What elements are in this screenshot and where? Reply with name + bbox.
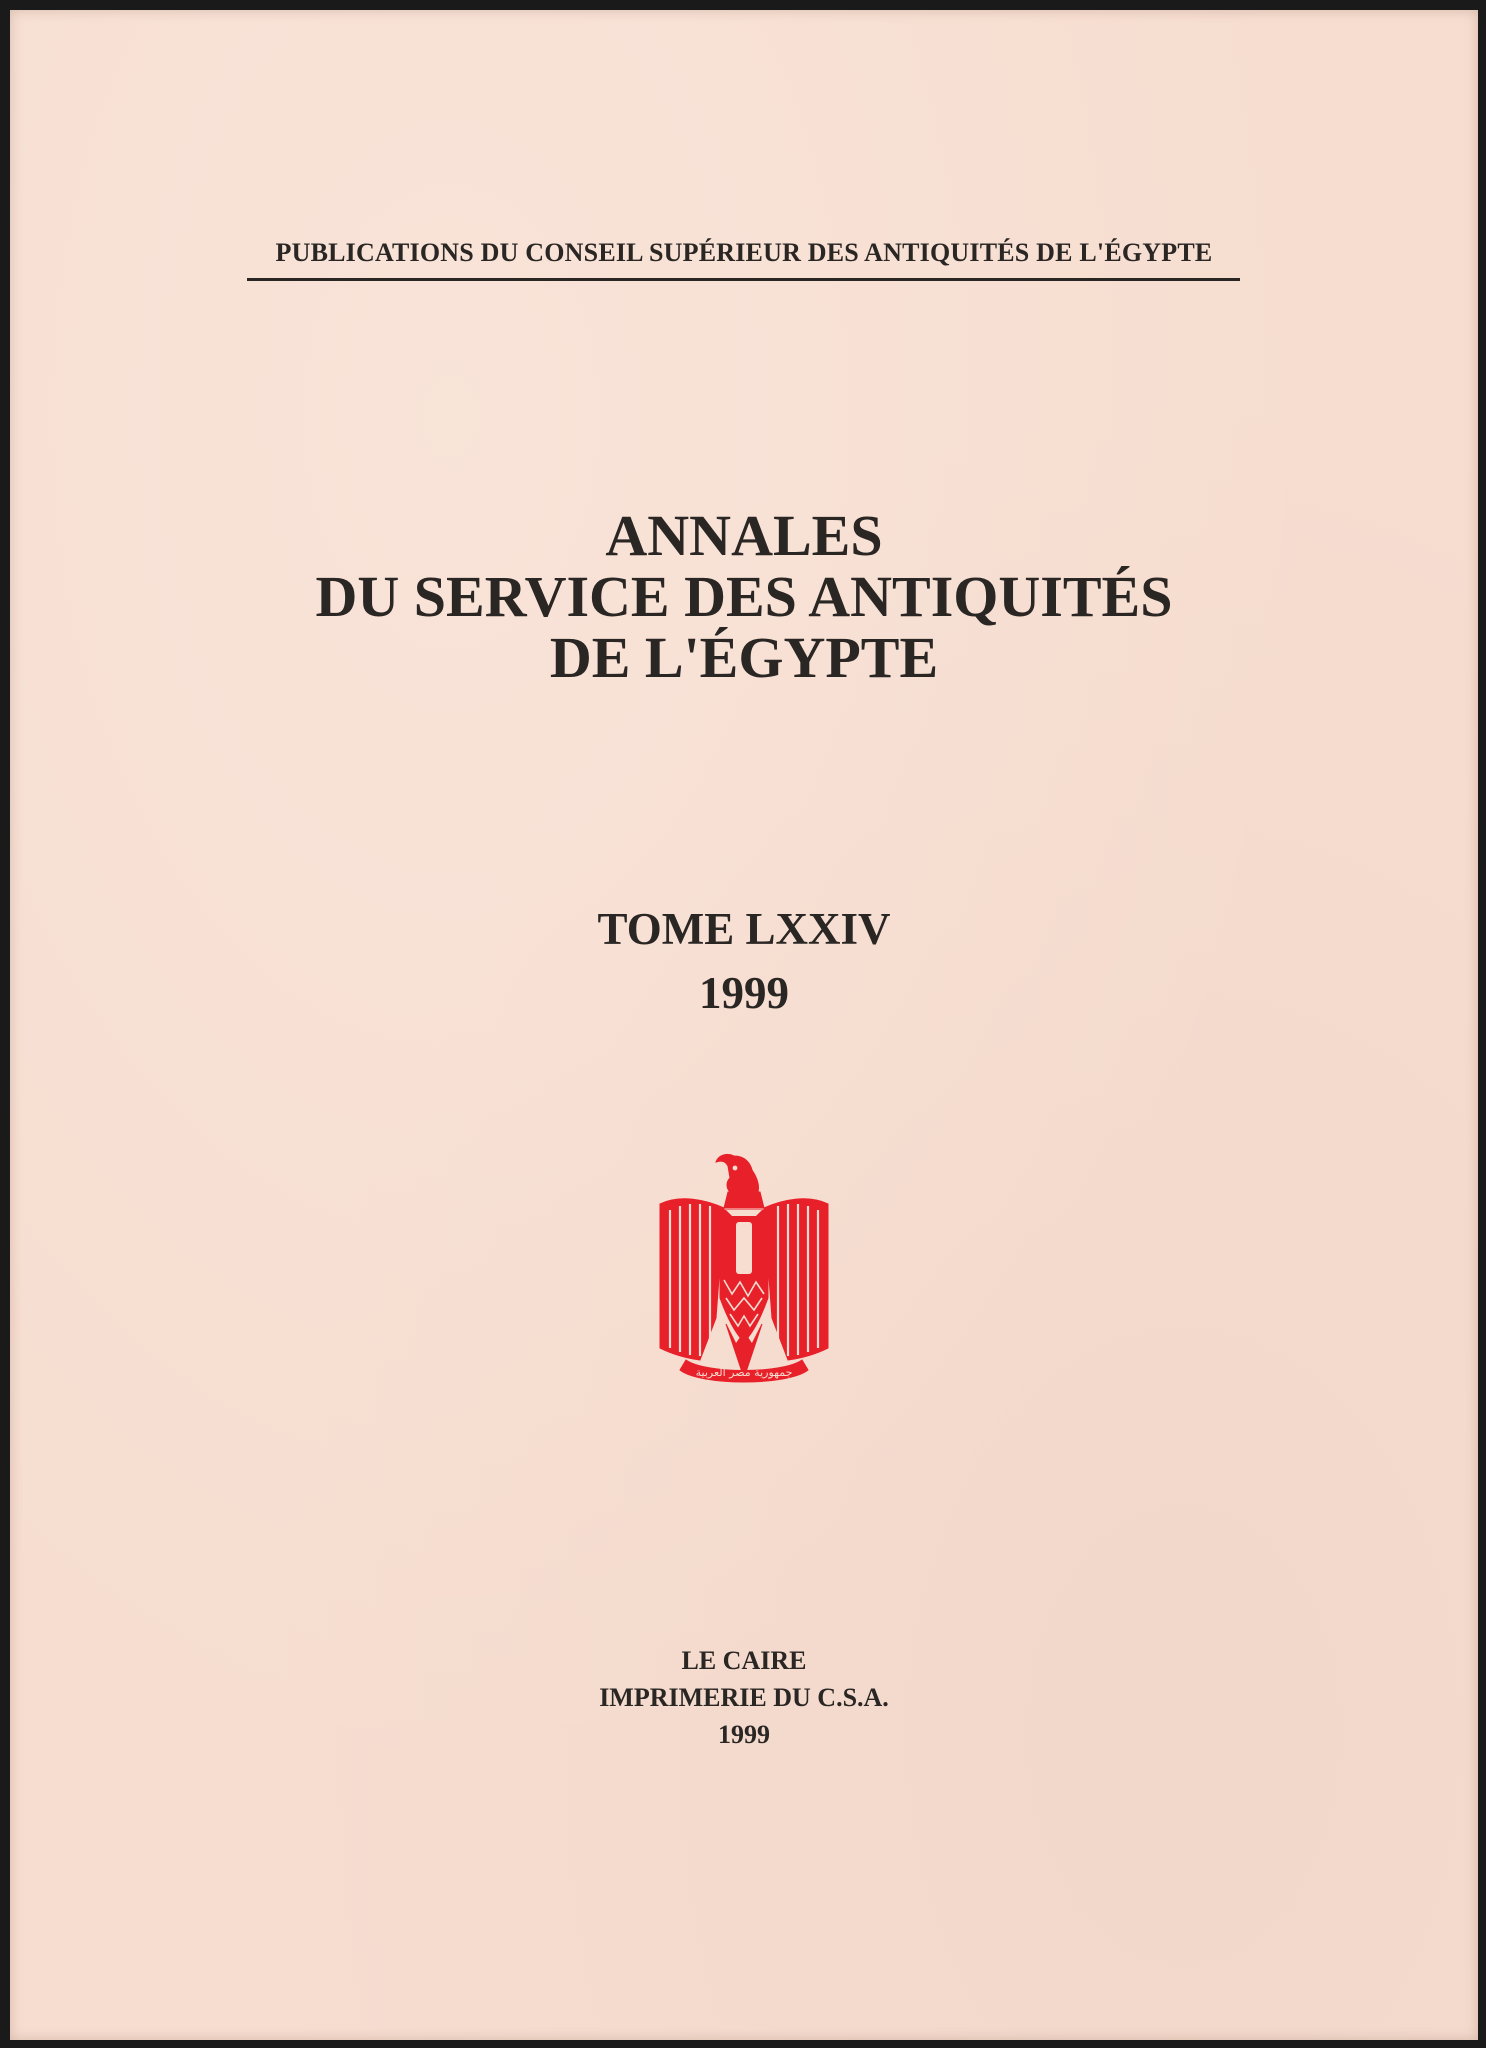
imprint-city: LE CAIRE	[681, 1646, 807, 1675]
volume-year: 1999	[699, 968, 789, 1018]
book-cover	[10, 10, 1478, 2040]
header-rule	[247, 278, 1240, 281]
emblem-inscription: جمهورية مصر العربية	[695, 1366, 793, 1379]
eagle-of-saladin-emblem-icon	[656, 1148, 832, 1388]
volume-number: TOME LXXIV	[597, 904, 891, 954]
journal-title-line-2: DU SERVICE DES ANTIQUITÉS	[315, 564, 1173, 629]
imprint-printer: IMPRIMERIE DU C.S.A.	[599, 1683, 889, 1712]
imprint	[10, 1642, 1478, 1753]
journal-title	[10, 505, 1478, 688]
journal-title-line-3: DE L'ÉGYPTE	[549, 625, 939, 690]
journal-title-line-1: ANNALES	[605, 503, 883, 568]
series-header: PUBLICATIONS DU CONSEIL SUPÉRIEUR DES ANTIQUITÉS DE L'ÉGYPTE	[275, 238, 1213, 267]
imprint-year: 1999	[718, 1720, 770, 1749]
